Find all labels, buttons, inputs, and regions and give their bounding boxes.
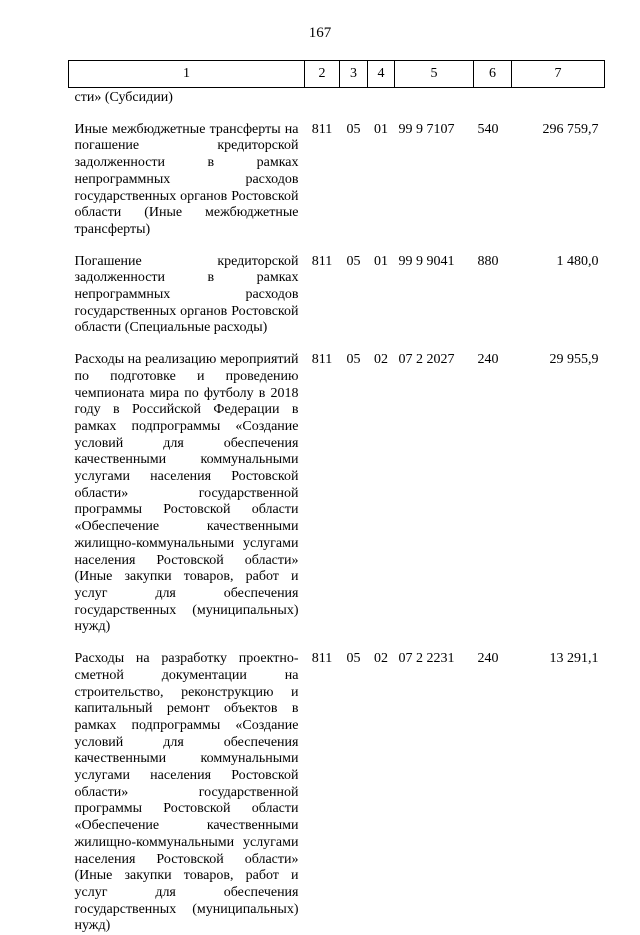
row-expense-type: 240 bbox=[477, 352, 499, 368]
row-gap bbox=[69, 636, 605, 651]
table-header-row bbox=[69, 61, 605, 88]
page-number: 167 bbox=[308, 25, 332, 41]
continuation-text: сти» (Субсидии) bbox=[74, 90, 173, 105]
row-section: 05 bbox=[346, 121, 361, 137]
row-expense-type: 240 bbox=[477, 651, 499, 667]
column-header-4: 4 bbox=[368, 61, 395, 88]
table-row bbox=[69, 651, 605, 935]
column-header-5: 5 bbox=[395, 61, 474, 88]
table-row bbox=[69, 122, 605, 239]
row-subsection: 02 bbox=[374, 352, 388, 368]
row-subsection: 01 bbox=[374, 253, 388, 269]
table-row bbox=[69, 254, 605, 338]
row-ministry: 811 bbox=[311, 253, 333, 269]
row-expense-type: 540 bbox=[477, 121, 499, 137]
table-row bbox=[69, 352, 605, 636]
row-amount: 29 955,9 bbox=[549, 352, 599, 368]
row-target-article: 99 9 7107 bbox=[398, 121, 455, 137]
column-header-2: 2 bbox=[305, 61, 340, 88]
row-target-article: 07 2 2231 bbox=[398, 651, 455, 667]
row-target-article: 07 2 2027 bbox=[398, 352, 455, 368]
row-subsection: 02 bbox=[374, 651, 388, 667]
column-header-7: 7 bbox=[512, 61, 605, 88]
row-target-article: 99 9 9041 bbox=[398, 253, 455, 269]
row-gap bbox=[69, 337, 605, 352]
column-header-1: 1 bbox=[69, 61, 305, 88]
row-subsection: 01 bbox=[374, 121, 388, 137]
row-ministry: 811 bbox=[311, 352, 333, 368]
row-amount: 296 759,7 bbox=[542, 121, 599, 137]
row-ministry: 811 bbox=[311, 121, 333, 137]
row-ministry: 811 bbox=[311, 651, 333, 667]
row-description: Расходы на реализацию мероприятий по подготовке и проведению чемпионата мира по футболу в 2018 году в Российской Федерации в рамках подпрограммы «Создание условий для обеспечения качественными коммунальными услугами населения Ростовской области» государственной программы Ростовской области «Обеспечение качественными жилищно-коммунальными услугами населения Ростовской области» (Иные закупки товаров, работ и услуг для обеспечения государственных (муниципальных) нужд) bbox=[74, 352, 299, 635]
row-gap bbox=[69, 107, 605, 122]
row-amount: 13 291,1 bbox=[549, 651, 599, 667]
row-section: 05 bbox=[346, 253, 361, 269]
row-section: 05 bbox=[346, 651, 361, 667]
budget-table bbox=[68, 60, 605, 935]
row-expense-type: 880 bbox=[477, 253, 499, 269]
row-section: 05 bbox=[346, 352, 361, 368]
row-description: Иные межбюджетные трансферты на погашение кредиторской задолженности в рамках непрограммных расходов государственных органов Ростовской области (Иные межбюджетные трансферты) bbox=[74, 121, 299, 237]
row-gap bbox=[69, 239, 605, 254]
column-header-6: 6 bbox=[474, 61, 512, 88]
row-description: Расходы на разработку проектно-сметной документации на строительство, реконструкцию и капитальный ремонт объектов в рамках подпрограммы «Создание условий для обеспечения качественными коммунальными услугами населения Ростовской области» государственной программы Ростовской области «Обеспечение качественными жилищно-коммунальными услугами населения Ростовской области» (Иные закупки товаров, работ и услуг для обеспечения государственных (муниципальных) нужд) bbox=[74, 651, 299, 934]
row-description: Погашение кредиторской задолженности в рамках непрограммных расходов государственных органов Ростовской области (Специальные расходы) bbox=[74, 253, 299, 336]
row-amount: 1 480,0 bbox=[556, 253, 599, 269]
column-header-3: 3 bbox=[340, 61, 368, 88]
continuation-row bbox=[69, 88, 605, 107]
